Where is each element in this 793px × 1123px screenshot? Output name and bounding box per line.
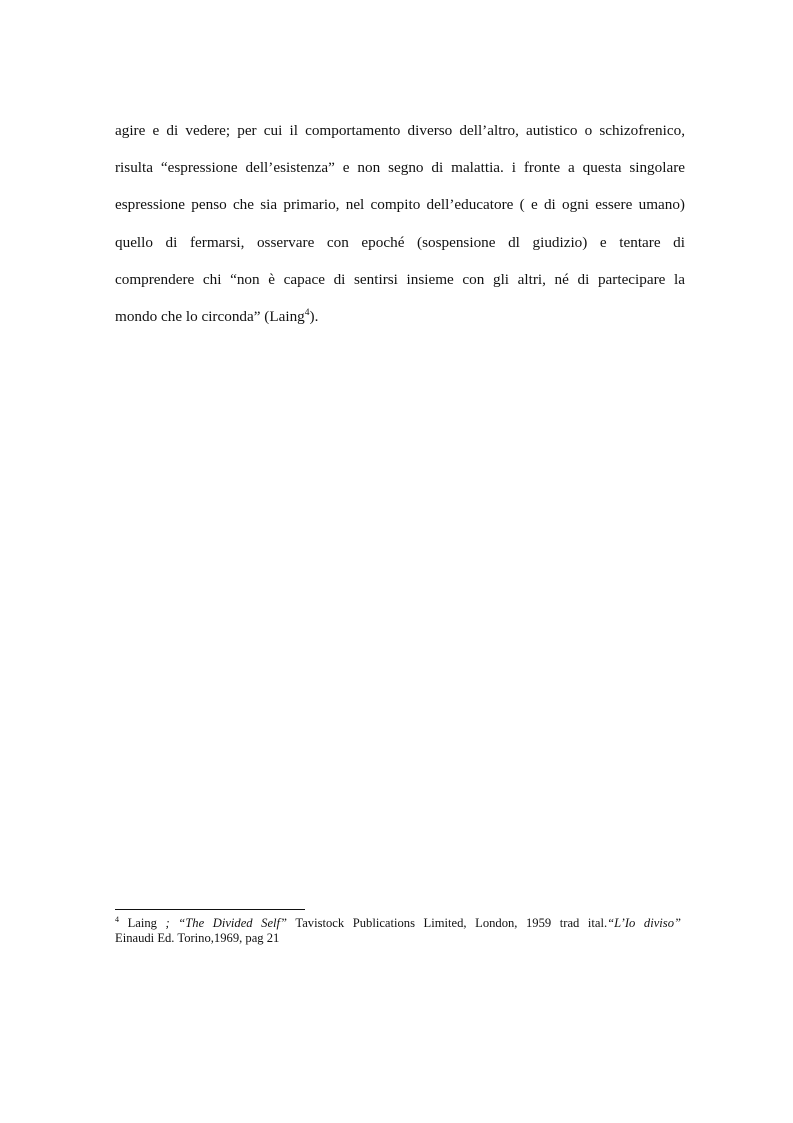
footnote-title-english: “The Divided Self” bbox=[178, 916, 288, 930]
footnote bbox=[115, 916, 681, 946]
footnote-reference[interactable]: 4 bbox=[304, 308, 310, 319]
paragraph-line-1: agire e di vedere; per cui il comportamento diverso dell’altro, autistico o schizofrenico, bbox=[115, 122, 685, 139]
paragraph-line-2: risulta “espressione dell’esistenza” e non segno di malattia. i fronte a questa singolare bbox=[115, 159, 685, 177]
paragraph-line-3: espressione penso che sia primario, nel compito dell’educatore ( e di ogni essere umano) bbox=[115, 196, 685, 214]
paragraph-line-6 bbox=[115, 298, 685, 335]
paragraph-line-5: comprendere chi “non è capace di sentirsi insieme con gli altri, né di partecipare la bbox=[115, 270, 685, 288]
paragraph-line-6-text: mondo che lo circonda” (Laing bbox=[115, 308, 305, 326]
footnote-author: Laing bbox=[127, 916, 157, 930]
footnote-separator bbox=[115, 909, 305, 910]
paragraph-line-6-end: ). bbox=[309, 308, 319, 326]
footnote-title-italian: “L’Io diviso” bbox=[607, 916, 681, 930]
paragraph-line-4: quello di fermarsi, osservare con epoché (sospensione dl giudizio) e tentare di bbox=[115, 233, 685, 251]
footnote-marker: 4 bbox=[115, 915, 119, 924]
footnote-separator-char: ; bbox=[165, 916, 170, 930]
footnote-publisher: Tavistock Publications Limited, London, 1959 trad ital. bbox=[295, 916, 608, 930]
footnote-line-2: Einaudi Ed. Torino,1969, pag 21 bbox=[115, 931, 280, 945]
footnote-line-1 bbox=[115, 916, 681, 931]
body-paragraph bbox=[115, 112, 685, 335]
